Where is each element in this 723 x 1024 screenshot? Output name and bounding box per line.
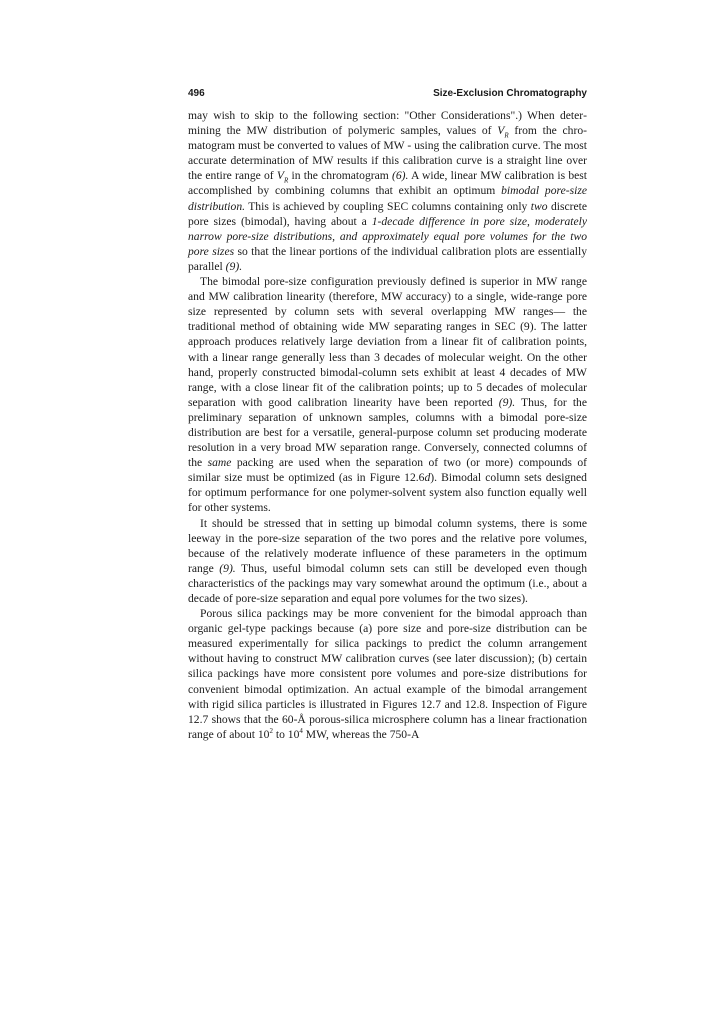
text-run: R — [284, 176, 289, 185]
text-run: ). Bimodal column sets designed for optimum performance for one polymer-solvent system also function equally well for other systems. — [188, 471, 587, 515]
text-run: A wide, linear MW calibration is best accomplished by combining columns that exhibit an optimum — [188, 169, 587, 198]
text-run: The bimodal pore-size configuration previously defined is superior in MW range and MW calibration linearity (therefore, MW accuracy) to a single, wide-range pore size represented by column sets with several overlapping MW ranges— the traditional method of obtaining wide MW separating ranges in SEC (9). The latter approach produces relatively large deviation from a linear fit of calibration points, with a linear range generally less than 3 decades of molecular weight. On the other hand, properly constructed bimodal-column sets exhibit at least 4 decades of MW range, with a close linear fit of the calibration points; up to 5 decades of molecular separation with good calibration linearity have been reported — [188, 275, 587, 409]
text-run: R — [504, 131, 509, 140]
text-run: in the chromatogram — [288, 169, 392, 183]
text-run: may wish to skip to the following section: "Other Considerations".) When determining the MW distribution of polymeric samples, values of — [188, 109, 587, 138]
text-run: discrete pore sizes (bimodal), having about a — [188, 199, 587, 228]
paragraph — [188, 516, 587, 607]
text-run: so that the linear portions of the individual calibration plots are essentially parallel — [188, 244, 587, 273]
paragraph — [188, 606, 587, 742]
text-run: two — [530, 199, 548, 213]
text-run: 1-decade difference in pore size, moderately narrow pore-size distributions, and approximately equal pore volumes for the two pore sizes — [188, 214, 587, 258]
text-run: Thus, useful bimodal column sets can still be developed even though characteristics of the packings may vary somewhat around the optimum (i.e., about a decade of pore-size separation and equal pore volumes for the two sizes). — [188, 561, 587, 605]
text-run: packing are used when the separation of two (or more) compounds of similar size must be optimized (as in Figure 12.6 — [188, 456, 588, 485]
text-run: d — [424, 471, 431, 485]
page-number: 496 — [188, 88, 205, 99]
text-run: bimodal pore-size distribution. — [188, 184, 587, 213]
text-run: V — [276, 169, 284, 183]
paragraph — [188, 274, 587, 516]
body-text — [188, 108, 587, 742]
text-run: (9). — [225, 259, 243, 273]
book-page — [188, 88, 587, 742]
text-run: (9). — [498, 395, 516, 409]
text-run: 4 — [299, 726, 303, 735]
text-run: from the chromatogram must be converted to values of MW - using the calibration curve. The most accurate determination of MW results if this calibration curve is a straight line over the entire range of — [188, 124, 588, 183]
text-run: Thus, for the preliminary separation of unknown samples, columns with a bimodal pore-size distribution are best for a versatile, general-purpose column set producing moderate resolution in a very broad MW separation range. Conversely, connected columns of the — [188, 395, 587, 470]
text-run: (6). — [392, 169, 409, 183]
text-run: same — [207, 456, 232, 470]
text-run: V — [497, 124, 505, 138]
running-header — [188, 88, 587, 102]
text-run: It should be stressed that in setting up bimodal column systems, there is some leeway in the pore-size separation of the two pores and the relative pore volumes, because of the relatively moderate influence of these parameters in the optimum range — [188, 516, 587, 575]
text-run: 2 — [269, 726, 273, 735]
text-run: Porous silica packings may be more convenient for the bimodal approach than organic gel-type packings because (a) pore size and pore-size distribution can be measured experimentally for silica packings to predict the column arrangement without having to construct MW calibration curves (see later discussion); (b) certain silica packings have more consistent pore volumes and pore-size distributions for convenient bimodal optimization. An actual example of the bimodal arrangement with rigid silica particles is illustrated in Figures 12.7 and 12.8. Inspection of Figure 12.7 shows that the 60-Å porous-silica microsphere column has a linear fractionation range of about 10 — [188, 607, 587, 741]
running-title: Size-Exclusion Chromatography — [433, 88, 587, 99]
text-run: to 10 — [272, 727, 300, 741]
text-run: MW, whereas the 750-A — [302, 727, 420, 741]
paragraph — [188, 108, 587, 274]
text-run: This is achieved by coupling SEC columns containing only — [245, 199, 531, 213]
text-run: (9). — [219, 561, 236, 575]
